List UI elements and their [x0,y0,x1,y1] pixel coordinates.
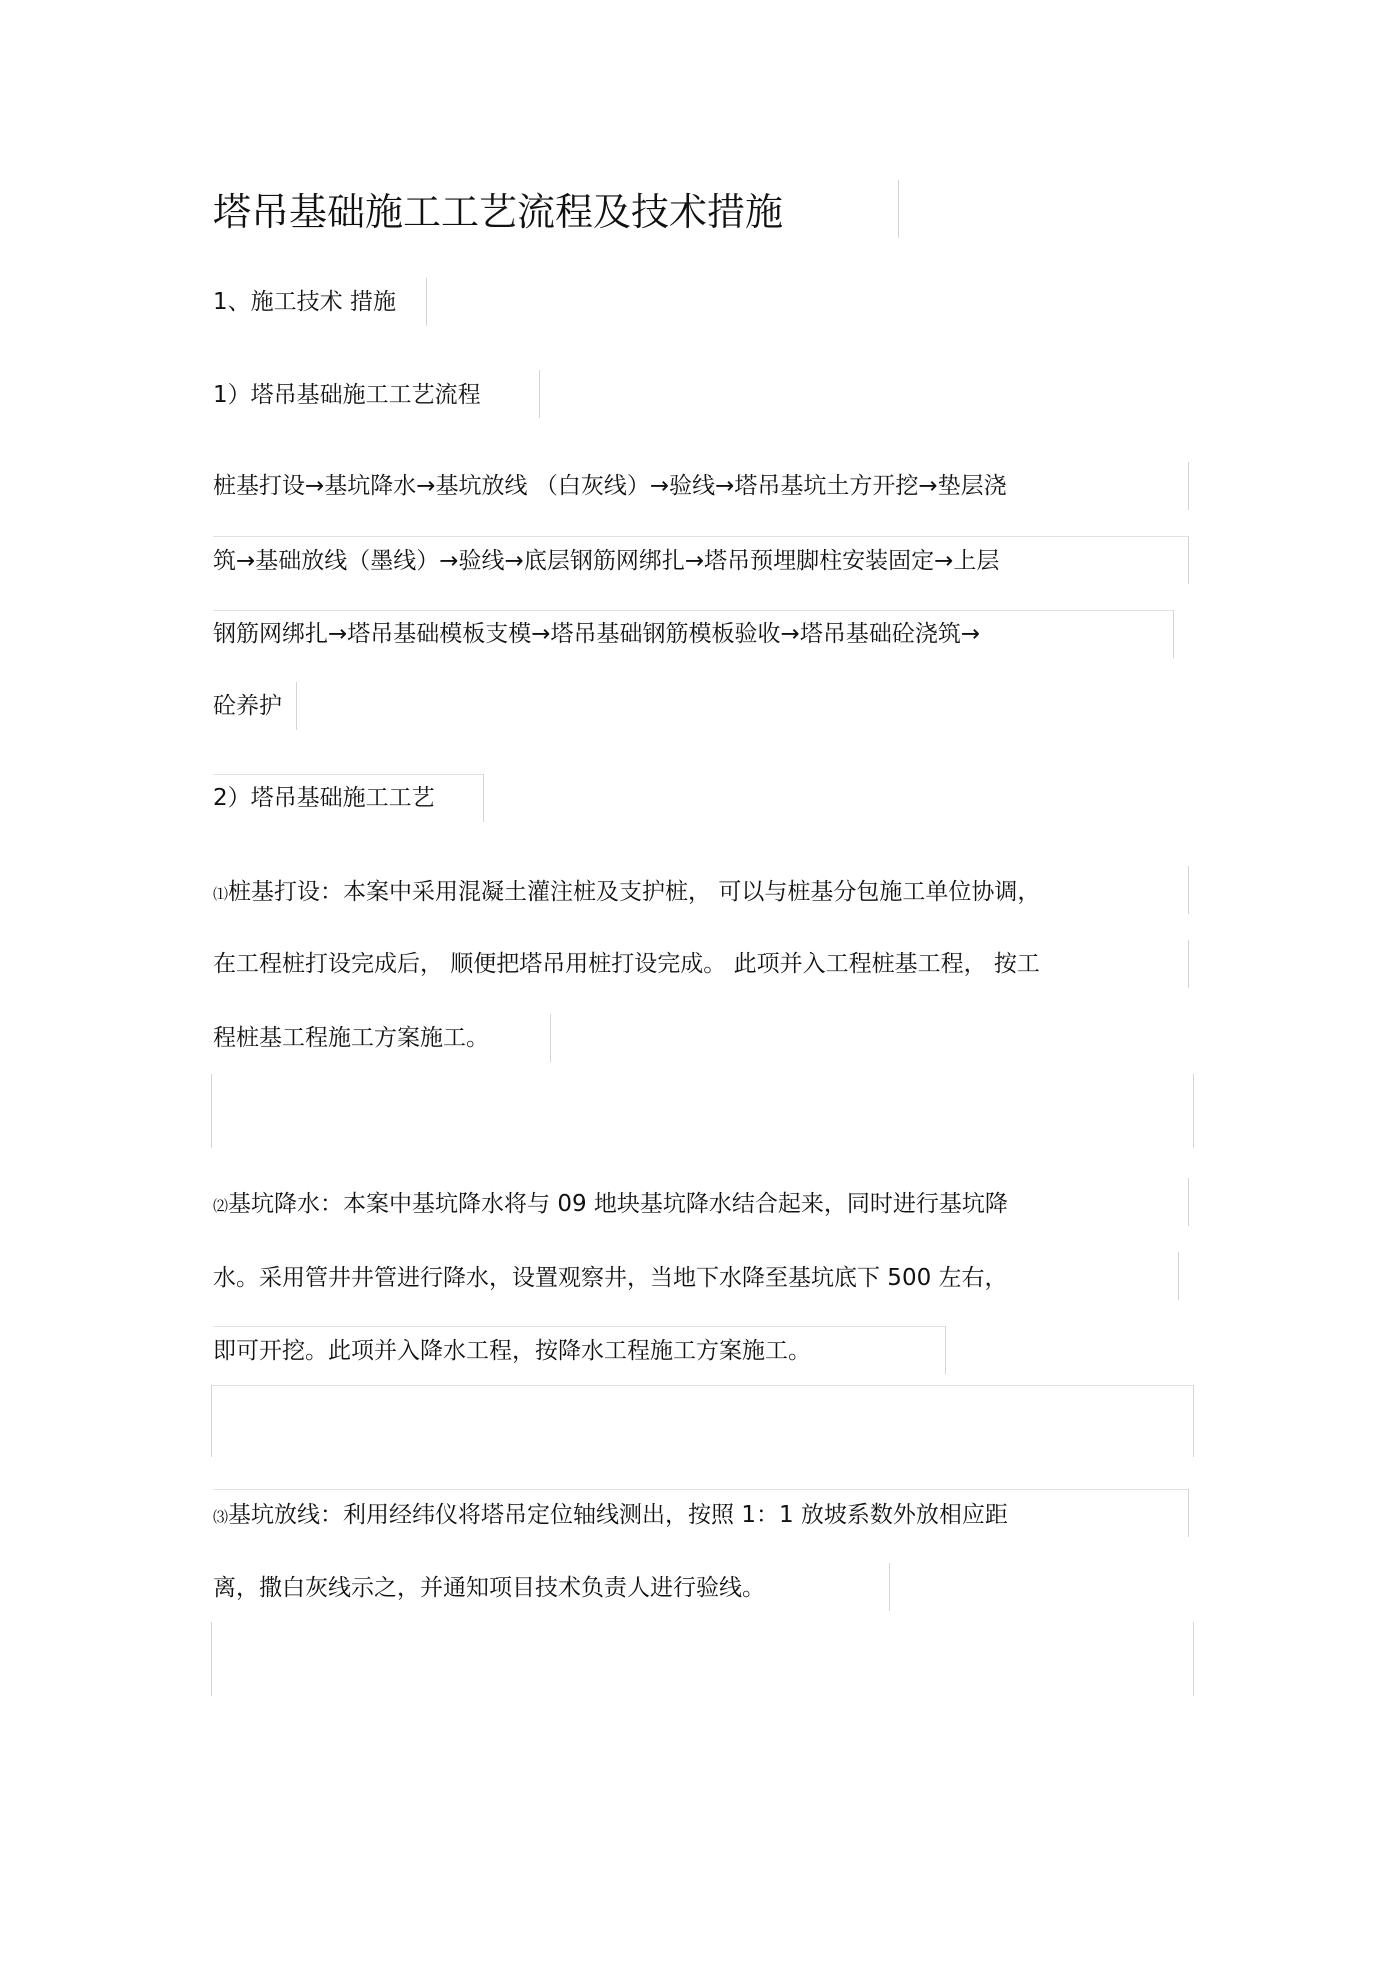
item1-line-2: 在工程桩打设完成后， 顺便把塔吊用桩打设完成。 此项并入工程桩基工程， 按工 [213,951,1040,977]
flow-line-4: 砼养护 [213,693,282,719]
item1-separator-1 [1188,866,1189,914]
item3-rule-1 [213,1489,1188,1490]
item2-separator-3 [945,1326,946,1374]
flow-line-2: 筑→基础放线（墨线）→验线→底层钢筋网绑扎→塔吊预埋脚柱安装固定→上层 [213,548,1000,574]
subsection-rule-2 [213,774,483,775]
blank-box-2-left [211,1385,212,1457]
flow-separator-3 [1173,610,1174,658]
item1-text-1: 桩基打设：本案中采用混凝土灌注桩及支护桩， 可以与桩基分包施工单位协调， [228,879,1041,905]
blank-box-2-top [211,1385,1193,1386]
item2-line-3: 即可开挖。此项并入降水工程，按降水工程施工方案施工。 [213,1338,811,1364]
title-separator [898,180,899,238]
flow-separator-2 [1188,536,1189,584]
subsection-separator-2 [483,774,484,822]
flow-separator-4 [296,682,297,730]
blank-box-3-left [211,1622,212,1696]
item3-separator-1 [1188,1489,1189,1537]
document-title: 塔吊基础施工工艺流程及技术措施 [213,190,784,234]
item2-rule-3 [213,1326,945,1327]
item1-separator-2 [1188,940,1189,988]
item1-line-1 [213,876,1040,910]
flow-line-3: 钢筋网绑扎→塔吊基础模板支模→塔吊基础钢筋模板验收→塔吊基础砼浇筑→ [213,621,981,647]
flow-rule-3 [213,610,1173,611]
blank-box-1-left [211,1074,212,1148]
section-heading: 1、施工技术 措施 [213,289,396,315]
blank-box-3-right [1193,1622,1194,1696]
item3-separator-2 [889,1563,890,1611]
flow-separator-1 [1188,462,1189,510]
item1-marker: ⑴ [213,885,229,903]
item2-line-2: 水。采用管井井管进行降水，设置观察井，当地下水降至基坑底下 500 左右， [213,1265,1008,1291]
item2-separator-2 [1178,1252,1179,1300]
item2-line-1 [213,1188,1008,1222]
blank-box-2-right [1193,1385,1194,1457]
flow-rule-2 [213,536,1188,537]
flow-line-1: 桩基打设→基坑降水→基坑放线 （白灰线）→验线→塔吊基坑土方开挖→垫层浇 [213,473,1007,499]
section-separator [426,278,427,326]
subsection-heading-2: 2）塔吊基础施工工艺 [213,785,435,811]
item2-text-1: 基坑降水：本案中基坑降水将与 09 地块基坑降水结合起来，同时进行基坑降 [228,1191,1008,1217]
item3-line-2: 离，撒白灰线示之，并通知项目技术负责人进行验线。 [213,1575,765,1601]
item3-text-1: 基坑放线：利用经纬仪将塔吊定位轴线测出，按照 1：1 放坡系数外放相应距 [228,1502,1008,1528]
blank-box-1-right [1193,1074,1194,1148]
subsection-heading-1: 1）塔吊基础施工工艺流程 [213,382,481,408]
subsection-separator-1 [539,370,540,418]
item1-line-3: 程桩基工程施工方案施工。 [213,1025,489,1051]
item1-separator-3 [550,1014,551,1062]
item3-marker: ⑶ [213,1508,229,1526]
item3-line-1 [213,1499,1008,1533]
item2-separator-1 [1188,1178,1189,1226]
item2-marker: ⑵ [213,1197,229,1215]
